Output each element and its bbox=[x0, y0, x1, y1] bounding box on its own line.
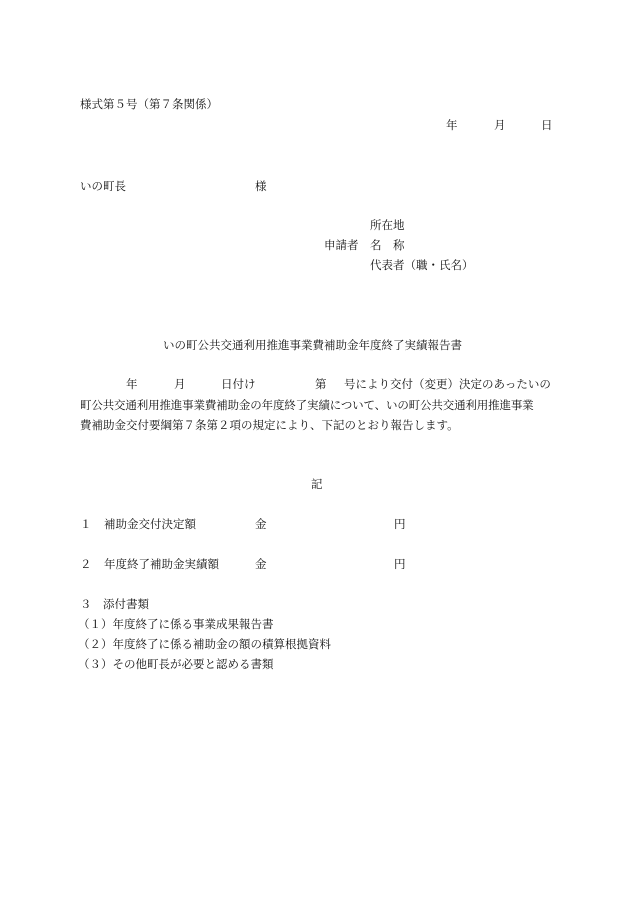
item-2-label: 年度終了補助金実績額 bbox=[104, 557, 219, 571]
form-number: 様式第５号（第７条関係） bbox=[80, 97, 218, 111]
item-1-label: 補助金交付決定額 bbox=[104, 517, 196, 531]
applicant-address-label: 所在地 bbox=[370, 218, 405, 232]
applicant-name-label: 名 称 bbox=[370, 238, 405, 252]
attachments-header: ３ 添付書類 bbox=[80, 597, 149, 611]
addressee-name: いの町長 bbox=[80, 179, 126, 193]
applicant-representative-label: 代表者（職・氏名） bbox=[370, 258, 474, 272]
body-line-2: 町公共交通利用推進事業費補助金の年度終了実績について、いの町公共交通利用推進事業 bbox=[80, 398, 534, 412]
date-year: 年 bbox=[446, 118, 458, 132]
item-1-number: １ bbox=[80, 517, 92, 531]
body-number-prefix: 第 bbox=[315, 377, 327, 391]
date-month: 月 bbox=[494, 118, 506, 132]
body-year: 年 bbox=[126, 377, 138, 391]
addressee-honorific: 様 bbox=[255, 179, 267, 193]
body-month: 月 bbox=[174, 377, 186, 391]
body-line-3: 費補助金交付要綱第７条第２項の規定により、下記のとおり報告します。 bbox=[80, 418, 459, 432]
body-date-suffix: 日付け bbox=[221, 377, 256, 391]
date-day: 日 bbox=[541, 118, 553, 132]
attachment-item-3: （３）その他町長が必要と認める書類 bbox=[78, 657, 274, 671]
item-1-currency: 金 bbox=[255, 517, 267, 531]
item-2-currency: 金 bbox=[255, 557, 267, 571]
body-line-1-rest: 号により交付（変更）決定のあったいの bbox=[344, 377, 551, 391]
attachment-item-2: （２）年度終了に係る補助金の額の積算根拠資料 bbox=[78, 637, 331, 651]
attachment-item-1: （１）年度終了に係る事業成果報告書 bbox=[78, 617, 274, 631]
item-1-unit: 円 bbox=[394, 517, 406, 531]
ki-heading: 記 bbox=[311, 477, 323, 491]
document-title: いの町公共交通利用推進事業費補助金年度終了実績報告書 bbox=[163, 338, 462, 352]
item-2-number: ２ bbox=[80, 557, 92, 571]
applicant-label: 申請者 bbox=[324, 238, 359, 252]
item-2-unit: 円 bbox=[394, 557, 406, 571]
